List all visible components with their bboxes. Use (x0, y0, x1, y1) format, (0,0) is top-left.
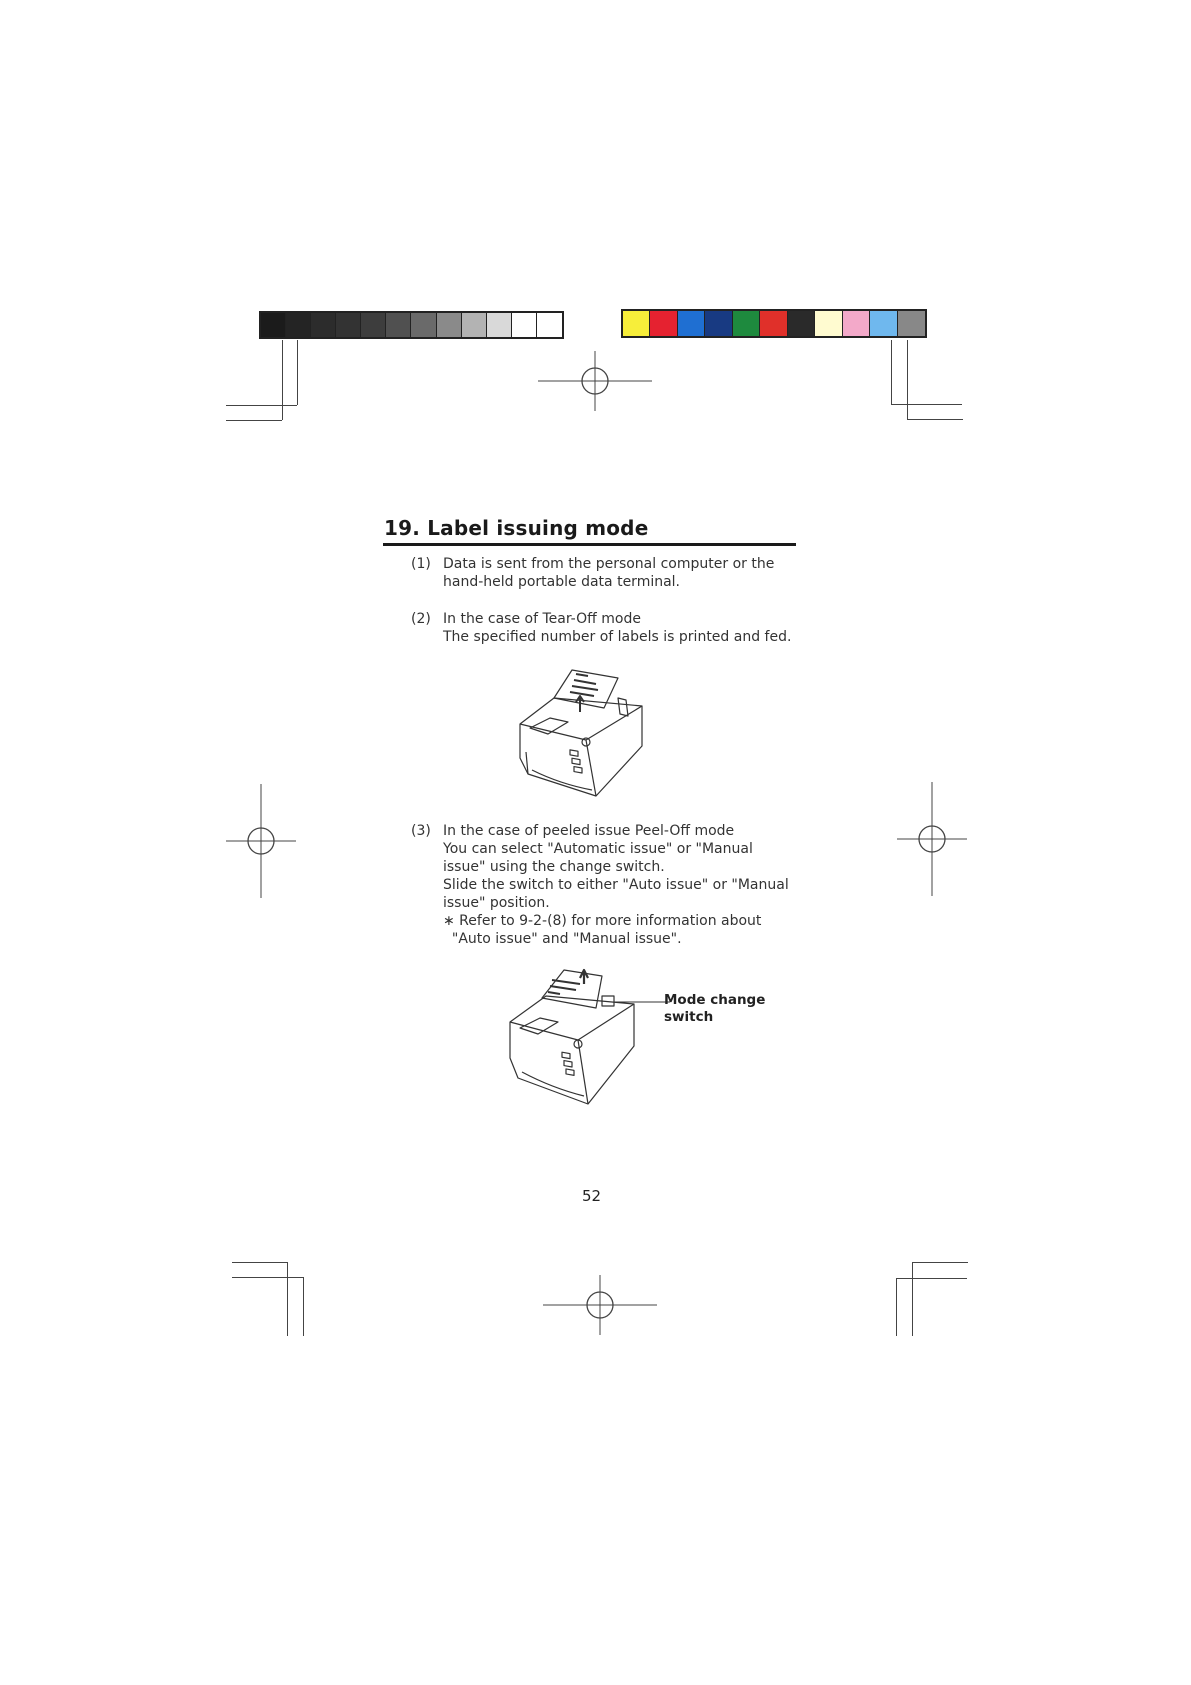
item-line: "Auto issue" and "Manual issue". (443, 931, 682, 947)
registration-crosshair-icon (897, 782, 967, 896)
item-line: You can select "Automatic issue" or "Manual (443, 841, 753, 857)
calibration-swatch (261, 313, 286, 337)
calibration-swatch (411, 313, 436, 337)
calibration-swatch (788, 311, 815, 336)
calibration-swatch (286, 313, 311, 337)
calibration-swatch (386, 313, 411, 337)
item-text (443, 822, 803, 948)
color-calibration-bar (621, 309, 927, 338)
item-line: In the case of peeled issue Peel-Off mode (443, 823, 735, 839)
item-text (443, 610, 803, 646)
mode-change-switch-callout (664, 992, 765, 1026)
calibration-swatch (311, 313, 336, 337)
label-printer-illustration (504, 962, 674, 1108)
calibration-swatch (760, 311, 787, 336)
callout-line: switch (664, 1009, 714, 1025)
calibration-swatch (650, 311, 677, 336)
calibration-swatch (537, 313, 562, 337)
item-line: Slide the switch to either "Auto issue" or "Manual (443, 877, 789, 893)
calibration-swatch (870, 311, 897, 336)
item-line: The specified number of labels is printed and fed. (443, 629, 792, 645)
item-line: ∗ Refer to 9-2-(8) for more information about (443, 913, 762, 929)
label-printer-illustration (514, 662, 650, 798)
item-line: In the case of Tear-Off mode (443, 611, 641, 627)
item-number: (1) (411, 556, 431, 572)
item-text (443, 555, 803, 591)
calibration-swatch (733, 311, 760, 336)
item-line: Data is sent from the personal computer or the (443, 556, 775, 572)
calibration-swatch (487, 313, 512, 337)
registration-crosshair-icon (538, 351, 652, 411)
item-number: (2) (411, 611, 431, 627)
title-underline (383, 543, 796, 546)
calibration-swatch (361, 313, 386, 337)
calibration-swatch (437, 313, 462, 337)
callout-line: Mode change (664, 992, 766, 1008)
calibration-swatch (336, 313, 361, 337)
calibration-swatch (678, 311, 705, 336)
item-line: issue" using the change switch. (443, 859, 665, 875)
registration-crosshair-icon (543, 1275, 657, 1335)
calibration-swatch (623, 311, 650, 336)
section-title: 19. Label issuing mode (384, 516, 649, 540)
calibration-swatch (843, 311, 870, 336)
calibration-swatch (815, 311, 842, 336)
item-line: hand-held portable data terminal. (443, 574, 681, 590)
page-number: 52 (582, 1187, 602, 1205)
item-number: (3) (411, 823, 431, 839)
calibration-swatch (705, 311, 732, 336)
item-line: issue" position. (443, 895, 550, 911)
grayscale-calibration-bar (259, 311, 564, 339)
calibration-swatch (898, 311, 925, 336)
calibration-swatch (512, 313, 537, 337)
calibration-swatch (462, 313, 487, 337)
registration-crosshair-icon (226, 784, 296, 898)
